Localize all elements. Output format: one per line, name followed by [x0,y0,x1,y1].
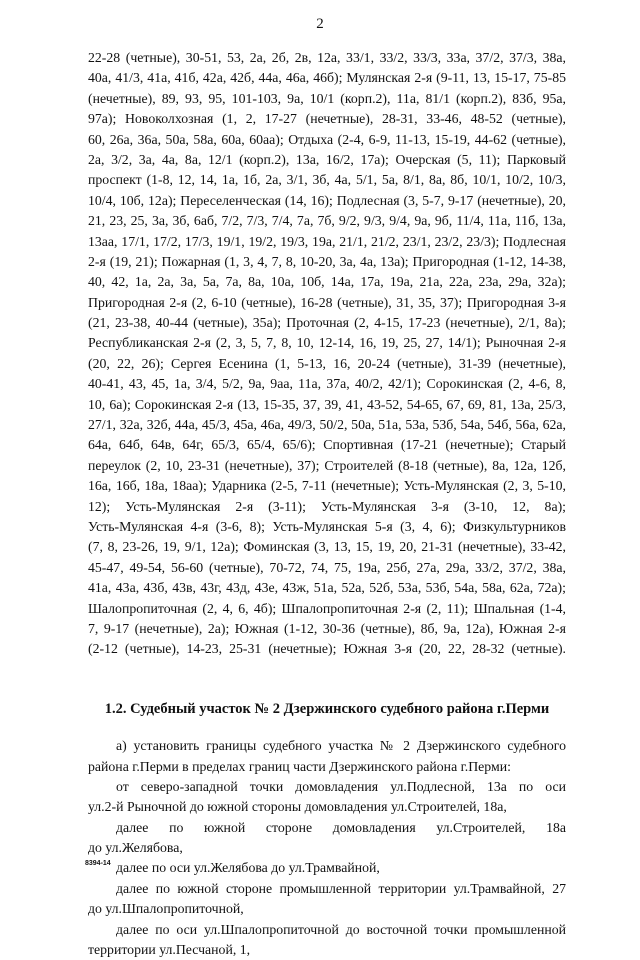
text-line: до ул.Желябова, [88,840,183,856]
text-line: 21, 23, 25, 3а, 3б, 6аб, 7/2, 7/3, 7/4, 7а, 7б, 9/2, 9/3, 9/4, 9а, 9б, 11/4, 11а, 11б, 13а, [88,213,566,229]
text-line: 40, 42, 1а, 2а, 3а, 5а, 7а, 8а, 10а, 10б, 14а, 17а, 19а, 21а, 22а, 23а, 29а, 32а); [88,274,566,290]
text-line: (7, 8, 23-26, 19, 9/1, 12а); Фоминская (3, 13, 15, 19, 20, 21-31 (нечетные), 33-42, [88,539,566,555]
text-line: (20, 22, 26); Сергея Есенина (1, 5-13, 16, 20-24 (четные), 31-39 (нечетные), [88,355,566,371]
text-line [88,660,566,680]
text-line: далее по оси ул.Желябова до ул.Трамвайной, [116,860,380,876]
text-line: 60, 26а, 36а, 50а, 58а, 60а, 60аа); Отдыха (2-4, 6-9, 11-13, 15-19, 44-62 (четные), [88,131,566,147]
text-line: ул.2-й Рыночной до южной стороны домовладения ул.Строителей, 18а, [88,799,507,815]
text-line: района г.Перми в пределах границ части Дзержинского района г.Перми: [88,758,511,774]
text-line: Пригородная 2-я (2, 6-10 (четные), 16-28 (четные), 31, 35, 37); Пригородная 3-я [88,294,566,310]
text-line: далее по южной стороне домовладения ул.Строителей, 18а [116,819,566,835]
text-line: Республиканская 2-я (2, 3, 5, 7, 8, 10, 12-14, 16, 19, 25, 27, 14/1); Рыночная 2-я [88,335,566,351]
text-line: (2-12 (четные), 14-23, 25-31 (нечетные); Южная 3-я (20, 22, 28-32 (четные). [88,641,566,657]
text-line: 40а, 41/3, 41а, 41б, 42а, 42б, 44а, 46а, 46б); Мулянская 2-я (9-11, 13, 15-17, 75-85 [88,70,566,86]
page-number: 2 [316,16,324,32]
text-line: а) установить границы судебного участка № 2 Дзержинского судебного [116,738,566,754]
text-line: 41а, 43а, 43б, 43в, 43г, 43д, 43е, 43ж, 51а, 52а, 52б, 53а, 53б, 54а, 58а, 62а, 72а); [88,580,566,596]
text-line: 12); Усть-Мулянская 2-я (3-11); Усть-Мулянская 3-я (3-10, 12, 8а); [88,498,566,514]
text-line: 64а, 64б, 64в, 64г, 65/3, 65/4, 65/6); Спортивная (17-21 (нечетные); Старый [88,437,566,453]
text-line: 27/1, 32а, 32б, 44а, 45/3, 45а, 46а, 49/3, 50/2, 50а, 51а, 53а, 53б, 54а, 54б, 56а, 62а, [88,417,566,433]
text-line: 16а, 16б, 18а, 18аа); Ударника (2-5, 7-11 (нечетные); Усть-Мулянская (2, 3, 5-10, [88,478,566,494]
text-line: переулок (2, 10, 23-31 (нечетные), 37); Строителей (8-18 (четные), 8а, 12а, 12б, [88,457,566,473]
text-line: 2-я (19, 21); Пожарная (1, 3, 4, 7, 8, 10-20, 3а, 4а, 13а); Пригородная (1-12, 14-38, [88,253,566,269]
text-line: 10, 6а); Сорокинская 2-я (13, 15-35, 37, 39, 41, 43-52, 54-65, 67, 69, 81, 13а, 25/3, [88,396,566,412]
text-line: 97а); Новоколхозная (1, 2, 17-27 (нечетные), 28-31, 33-46, 48-52 (четные), [88,111,566,127]
text-line: 13аа, 17/1, 17/2, 17/3, 19/1, 19/2, 19/3, 19а, 21/1, 21/2, 23/1, 23/2, 23/3); Подлесная [88,233,566,249]
text-line: 22-28 (четные), 30-51, 53, 2а, 2б, 2в, 12а, 33/1, 33/2, 33/3, 33а, 37/2, 37/3, 38а, [88,50,566,65]
text-line: территории ул.Песчаной, 1, [88,942,251,958]
text-line: 7, 9-17 (нечетные), 2а); Южная (1-12, 30-36 (четные), 8б, 9а, 12а), Южная 2-я [88,620,566,636]
text-line: (нечетные), 89, 93, 95, 101-103, 9а, 10/1 (корп.2), 11а, 81/1 (корп.2), 83б, 95а, [88,90,566,106]
text-line: далее по оси ул.Шпалопропиточной до восточной точки промышленной [116,921,566,937]
text-line: проспект (1-8, 12, 14, 1а, 1б, 2а, 3/1, 3б, 4а, 5/1, 5а, 8/1, 8а, 8б, 10/1, 10/2, 10/3, [88,172,566,188]
document-body [0,48,640,960]
footer-code: 8394-14 [85,860,111,867]
text-line: 10/4, 10б, 12а); Переселенческая (14, 16); Подлесная (3, 5-7, 9-17 (нечетные), 20, [88,192,566,208]
text-line: Шалопропиточная (2, 4, 6, 4б); Шпалопропиточная 2-я (2, 11); Шпальная (1-4, [88,600,566,616]
text-line: до ул.Шпалопропиточной, [88,901,244,917]
text-line: далее по южной стороне промышленной территории ул.Трамвайной, 27 [116,880,566,896]
text-line: от северо-западной точки домовладения ул.Подлесной, 13а по оси [116,778,566,794]
section-heading: 1.2. Судебный участок № 2 Дзержинского судебного района г.Перми [104,701,550,718]
text-line: 40-41, 43, 45, 1а, 3/4, 5/2, 9а, 9аа, 11а, 37а, 40/2, 42/1); Сорокинская (2, 4-6, 8, [88,376,566,392]
text-line: 45-47, 49-54, 56-60 (четные), 70-72, 74, 75, 19а, 25б, 27а, 29а, 33/2, 37/2, 38а, [88,559,566,575]
text-line: 2а, 3/2, 3а, 4а, 8а, 12/1 (корп.2), 13а, 16/2, 17а); Очерская (5, 11); Парковый [88,151,566,167]
text-line: Усть-Мулянская 4-я (3-6, 8); Усть-Мулянская 5-я (3, 4, 6); Физкультурников [88,518,566,534]
text-line: (21, 23-38, 40-44 (четные), 35а); Проточная (2, 4-15, 17-23 (нечетные), 2/1, 8а); [88,315,566,331]
